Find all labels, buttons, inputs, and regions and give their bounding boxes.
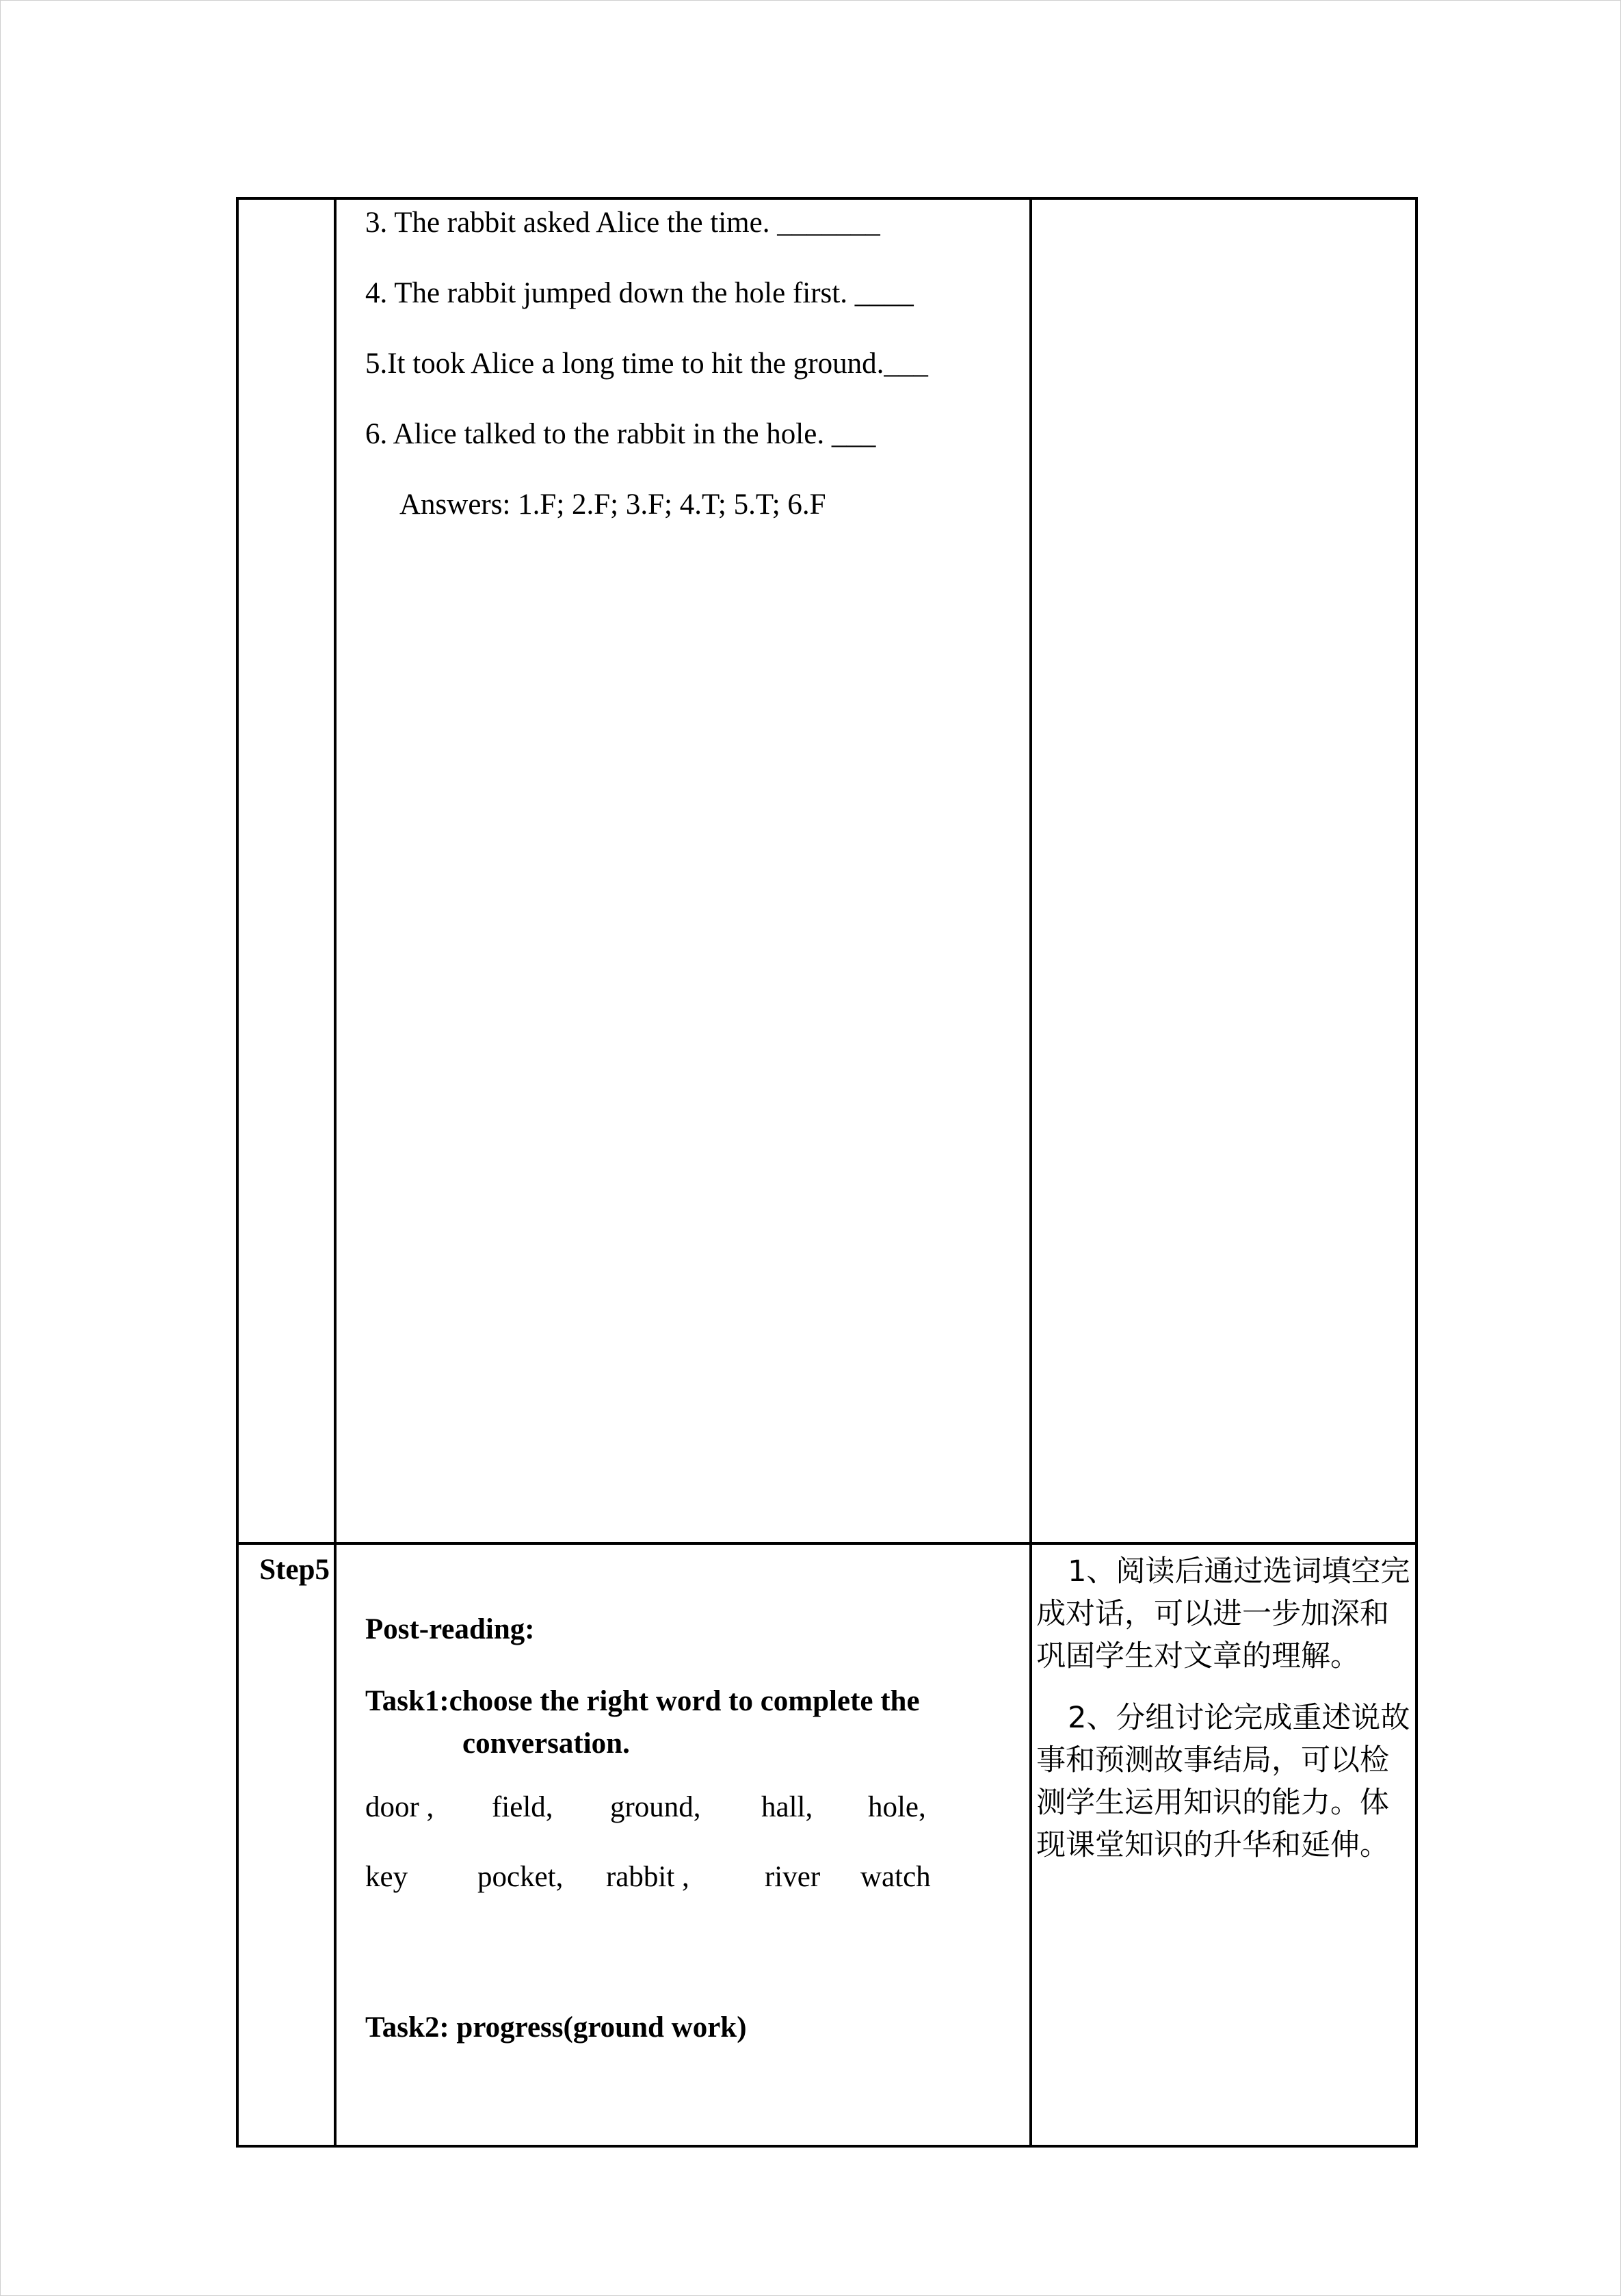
word-item: rabbit , bbox=[605, 1861, 689, 1893]
word-item: door , bbox=[365, 1791, 434, 1823]
word-item: river bbox=[764, 1861, 821, 1893]
question-5: 5.It took Alice a long time to hit the ground.___ bbox=[365, 348, 928, 380]
word-item: watch bbox=[860, 1861, 931, 1893]
content-cell bbox=[335, 198, 1031, 1543]
question-6: 6. Alice talked to the rabbit in the hole. ___ bbox=[365, 418, 876, 450]
task1-line-2: conversation. bbox=[462, 1727, 630, 1760]
table-row bbox=[237, 198, 1416, 1543]
word-item: ground, bbox=[609, 1791, 701, 1823]
word-bank-row-2 bbox=[365, 1862, 1029, 1892]
word-bank-row-1 bbox=[365, 1792, 1029, 1823]
note-paragraph-1: 1、阅读后通过选词填空完成对话，可以进一步加深和巩固学生对文章的理解。 bbox=[1036, 1554, 1410, 1673]
step-label: Step5 bbox=[237, 1543, 335, 2146]
note-cell bbox=[1031, 1543, 1416, 2146]
word-item: key bbox=[365, 1861, 408, 1893]
question-3: 3. The rabbit asked Alice the time. _______ bbox=[365, 207, 880, 239]
content-cell bbox=[335, 1543, 1031, 2146]
note-cell bbox=[1031, 198, 1416, 1543]
task1-instruction bbox=[365, 1680, 1029, 1765]
word-item: hole, bbox=[867, 1791, 926, 1823]
word-item: pocket, bbox=[477, 1861, 564, 1893]
task1-line-1: Task1:choose the right word to complete the bbox=[365, 1685, 920, 1717]
note-paragraph-2: 2、分组讨论完成重述说故事和预测故事结局，可以检测学生运用知识的能力。体现课堂知识的升华和延伸。 bbox=[1036, 1701, 1410, 1862]
task2-heading: Task2: progress(ground work) bbox=[365, 2011, 747, 2044]
step-cell bbox=[237, 198, 335, 1543]
word-item: field, bbox=[491, 1791, 553, 1823]
table-row bbox=[237, 1543, 1416, 2146]
question-4: 4. The rabbit jumped down the hole first. ____ bbox=[365, 277, 914, 309]
word-item: hall, bbox=[761, 1791, 813, 1823]
post-reading-heading: Post-reading: bbox=[365, 1613, 535, 1645]
answers-line: Answers: 1.F; 2.F; 3.F; 4.T; 5.T; 6.F bbox=[399, 488, 826, 521]
lesson-plan-table bbox=[236, 197, 1418, 2148]
